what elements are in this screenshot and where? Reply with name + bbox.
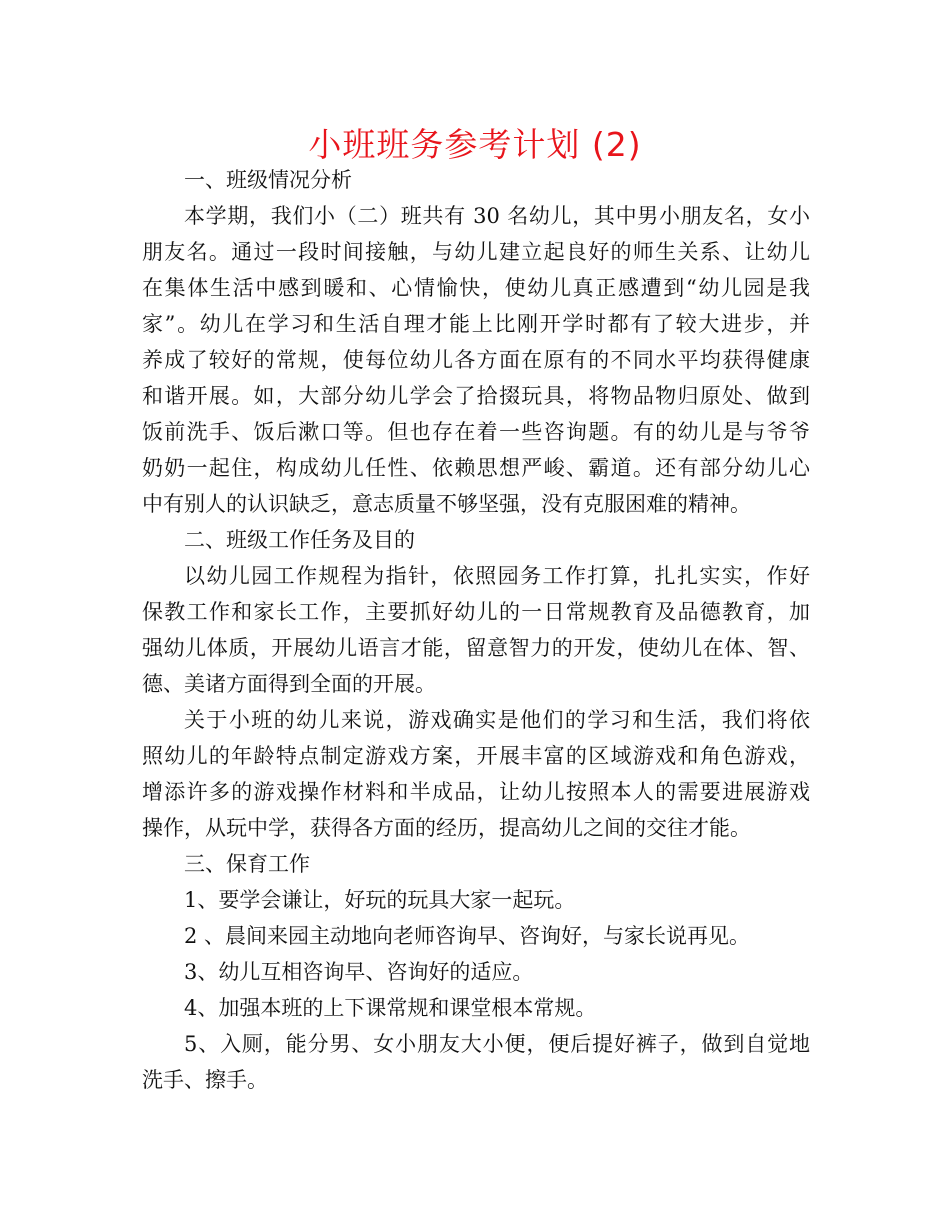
text-line: 本学期，我们小（二）班共有 30 名幼儿，其中男小朋友名，女小 (184, 204, 810, 228)
text-line: 洗手、擦手。 (142, 1068, 268, 1092)
text-line: 强幼儿体质，开展幼儿语言才能，留意智力的开发，使幼儿在体、智、 (142, 636, 810, 660)
text-line: 2 、晨间来园主动地向老师咨询早、咨询好，与家长说再见。 (184, 924, 751, 948)
text-line: 养成了较好的常规，使每位幼儿各方面在原有的不同水平均获得健康 (142, 348, 810, 372)
text-line: 4、加强本班的上下课常规和课堂根本常规。 (184, 996, 597, 1020)
text-line: 三、保育工作 (184, 852, 310, 876)
text-line: 保教工作和家长工作，主要抓好幼儿的一日常规教育及品德教育，加 (142, 600, 810, 624)
text-line: 和谐开展。如，大部分幼儿学会了拾掇玩具，将物品物归原处、做到 (142, 384, 810, 408)
text-line: 奶奶一起住，构成幼儿任性、依赖思想严峻、霸道。还有部分幼儿心 (142, 456, 810, 480)
text-line: 3、幼儿互相咨询早、咨询好的适应。 (184, 960, 534, 984)
text-line: 德、美诸方面得到全面的开展。 (142, 672, 436, 696)
text-line: 1、要学会谦让，好玩的玩具大家一起玩。 (184, 888, 576, 912)
text-line: 5、入厕，能分男、女小朋友大小便，便后提好裤子，做到自觉地 (184, 1032, 810, 1056)
document-body (142, 162, 810, 1098)
text-line: 关于小班的幼儿来说，游戏确实是他们的学习和生活，我们将依 (184, 708, 810, 732)
text-line: 家”。幼儿在学习和生活自理才能上比刚开学时都有了较大进步，并 (142, 312, 810, 336)
text-line: 操作，从玩中学，获得各方面的经历，提高幼儿之间的交往才能。 (142, 816, 751, 840)
text-line: 在集体生活中感到暖和、心情愉快，使幼儿真正感遭到“幼儿园是我 (142, 276, 810, 300)
text-line: 一、班级情况分析 (184, 168, 352, 192)
text-line: 增添许多的游戏操作材料和半成品，让幼儿按照本人的需要进展游戏 (142, 780, 810, 804)
text-line: 朋友名。通过一段时间接触，与幼儿建立起良好的师生关系、让幼儿 (142, 240, 810, 264)
text-line: 饭前洗手、饭后漱口等。但也存在着一些咨询题。有的幼儿是与爷爷 (142, 420, 810, 444)
text-line: 中有别人的认识缺乏，意志质量不够坚强，没有克服困难的精神。 (142, 492, 751, 516)
text-line: 二、班级工作任务及目的 (184, 528, 415, 552)
document-title: 小班班务参考计划 (2) (308, 125, 642, 164)
text-line: 以幼儿园工作规程为指针，依照园务工作打算，扎扎实实，作好 (184, 564, 810, 588)
text-line: 照幼儿的年龄特点制定游戏方案，开展丰富的区域游戏和角色游戏， (142, 744, 810, 768)
